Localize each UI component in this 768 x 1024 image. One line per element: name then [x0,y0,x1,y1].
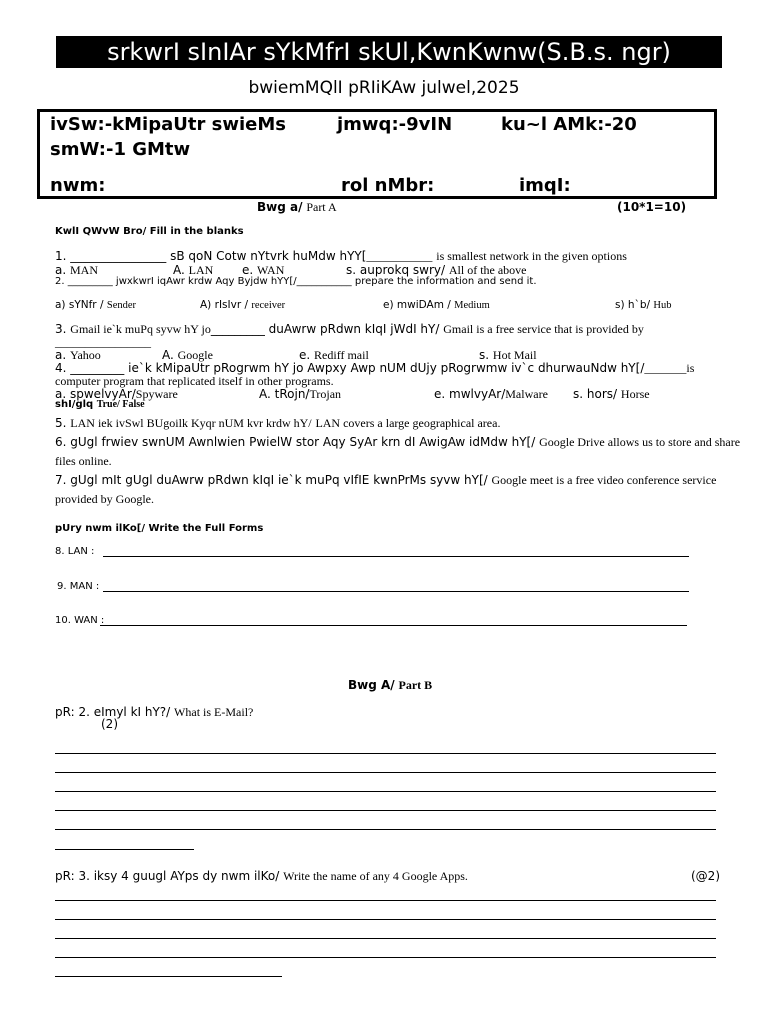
answer-line[interactable] [55,772,716,773]
part-b-question-2: pR: 2. eImyl kI hY?/ What is E-Mail? [55,705,254,719]
question-1: 1. ________________ sB qoN Cotw nYtvrk huMdw hYY[___________ is smallest network in the given options [55,249,627,263]
question-1-option-a: a. MAN [55,263,99,277]
answer-line[interactable] [55,900,716,901]
time-label: smW:-1 GMtw [50,139,191,160]
total-marks-label: ku~l AMk:-20 [501,114,637,135]
question-4-option-a: a. spwelvyAr/Spyware [55,387,178,401]
class-label: jmwq:-9vIN [337,114,453,135]
question-3-option-c: e. Rediff mail [299,348,369,362]
part-a-marks: (10*1=10) [617,200,687,214]
answer-line[interactable] [55,849,194,850]
answer-line[interactable] [55,829,716,830]
answer-line[interactable] [55,938,716,939]
question-3-blank: ________________ [55,335,151,349]
question-6-continued: files online. [55,454,112,468]
full-form-lan: 8. LAN : [55,546,95,557]
true-false-heading: shI/glq True/ False [55,399,145,410]
answer-line[interactable] [55,919,716,920]
question-6: 6. gUgl frwiev swnUM Awnlwien PwielW stor Aqy SyAr krn dI AwigAw idMdw hY[/ Google Drive allows us to store and share [55,435,741,449]
part-b-question-3-marks: (@2) [691,869,720,883]
question-1-option-b: A. LAN [173,263,214,277]
question-4-option-c: e. mwlvyAr/Malware [434,387,548,401]
answer-line[interactable] [103,591,689,592]
answer-line[interactable] [55,810,716,811]
page-title: srkwrI sInIAr sYkMfrI skUl,KwnKwnw(S.B.s. ngr) [56,36,722,68]
fill-blanks-heading: KwlI QWvW Bro/ Fill in the blanks [55,226,244,237]
question-2-option-b: A) rIsIvr / receiver [200,299,286,311]
answer-line[interactable] [103,556,689,557]
question-3-option-a: a. Yahoo [55,348,101,362]
exam-subtitle: bwiemMQlI pRIiKAw julwel,2025 [248,78,520,98]
question-4-continued: computer program that replicated itself in other programs. [55,374,334,388]
question-7-continued: provided by Google. [55,492,154,506]
student-info-box [37,109,717,199]
answer-line[interactable] [55,753,716,754]
question-5: 5. LAN iek ivSwl BUgoilk Kyqr nUM kvr krdw hY/ LAN covers a large geographical area. [55,416,501,430]
part-b-heading: Bwg A/ Part B [348,678,433,692]
question-1-option-d: s. auprokq swry/ All of the above [346,263,527,277]
full-form-man: 9. MAN : [57,581,100,592]
question-4-option-d: s. hors/ Horse [573,387,650,401]
question-2-option-c: e) mwiDAm / Medium [383,299,490,311]
answer-line[interactable] [55,957,716,958]
answer-line[interactable] [55,791,716,792]
roll-number-label: rol nMbr: [341,175,435,196]
full-forms-heading: pUry nwm ilKo[/ Write the Full Forms [55,523,264,534]
part-a-heading: Bwg a/ Part A [257,200,337,214]
subject-label: ivSw:-kMipaUtr swieMs [50,114,286,135]
answer-line[interactable] [55,976,282,977]
question-3-option-b: A. Google [162,348,213,362]
name-label: nwm: [50,175,106,196]
question-3: 3. Gmail ie`k muPq syvw hY jo_________ duAwrw pRdwn kIqI jWdI hY/ Gmail is a free service that is provided by [55,322,644,336]
part-b-question-3: pR: 3. iksy 4 guugl AYps dy nwm ilKo/ Write the name of any 4 Google Apps. [55,869,468,883]
date-label: imqI: [519,175,571,196]
question-3-option-d: s. Hot Mail [479,348,537,362]
question-4: 4. _________ ie`k kMipaUtr pRogrwm hY jo Awpxy Awp nUM dUjy pRogrwmw iv`c dhurwauNdw hY[/_______is [55,361,695,375]
question-4-option-b: A. tRojn/Trojan [259,387,342,401]
question-1-option-c: e. WAN [242,263,285,277]
full-form-wan: 10. WAN : [55,615,105,626]
question-2-option-d: s) h`b/ Hub [615,299,672,311]
question-2-option-a: a) sYNfr / Sender [55,299,137,311]
part-b-question-2-marks: (2) [101,717,118,731]
answer-line[interactable] [100,625,687,626]
question-7: 7. gUgl mIt gUgl duAwrw pRdwn kIqI ie`k muPq vIfIE kwnPrMs syvw hY[/ Google meet is a free video conference service [55,473,717,487]
question-2: 2. _________ jwxkwrI iqAwr krdw Aqy Byjdw hYY[/___________ prepare the information and send it. [55,276,537,287]
